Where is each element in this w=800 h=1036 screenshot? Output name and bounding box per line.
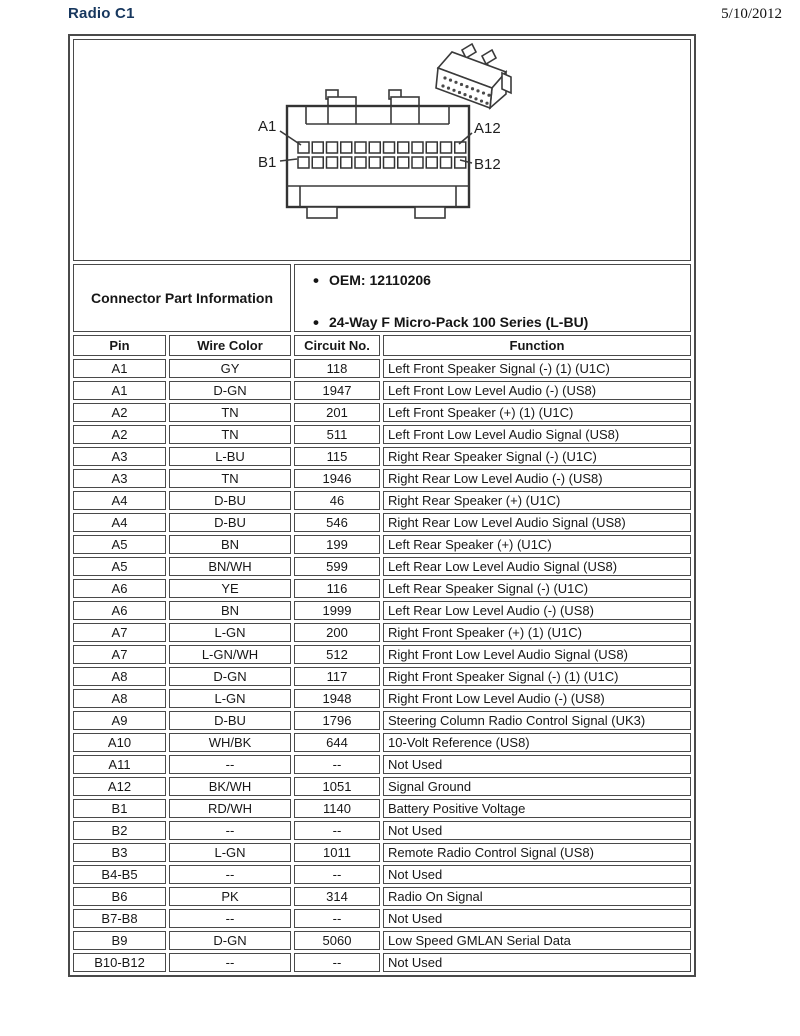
function-cell: Left Front Speaker (+) (1) (U1C) [383, 403, 691, 422]
circuit-no-cell: 511 [294, 425, 380, 444]
table-row [73, 953, 691, 972]
circuit-no-cell: 1051 [294, 777, 380, 796]
wire-color-cell: L-GN [169, 843, 291, 862]
function-cell: Right Rear Low Level Audio (-) (US8) [383, 469, 691, 488]
latch-tower-left [328, 97, 356, 106]
pin-cell: A2 [73, 425, 166, 444]
iso-pin-dot [454, 81, 457, 84]
pin-cell: B1 [73, 799, 166, 818]
circuit-no-cell: 201 [294, 403, 380, 422]
pin-cell: A11 [73, 755, 166, 774]
pin-hole [369, 157, 380, 168]
table-row [73, 887, 691, 906]
pin-cell: B10-B12 [73, 953, 166, 972]
function-cell: Not Used [383, 821, 691, 840]
iso-pin-dot [487, 94, 490, 97]
iso-pin-dot [449, 79, 452, 82]
function-cell: Left Rear Low Level Audio (-) (US8) [383, 601, 691, 620]
table-row [73, 755, 691, 774]
pin-cell: A10 [73, 733, 166, 752]
pin-cell: A4 [73, 491, 166, 510]
pin-hole [412, 157, 423, 168]
pin-hole [298, 157, 309, 168]
wire-color-cell: -- [169, 909, 291, 928]
pin-cell: B9 [73, 931, 166, 950]
pin-label-b12: B12 [474, 156, 501, 173]
pin-hole [441, 142, 452, 153]
table-row [73, 359, 691, 378]
iso-pin-dot [485, 102, 488, 105]
iso-pin-dot [463, 93, 466, 96]
pin-hole [455, 157, 466, 168]
document-date: 5/10/2012 [721, 6, 782, 22]
pin-cell: B6 [73, 887, 166, 906]
pin-hole [341, 157, 352, 168]
pin-hole [327, 142, 338, 153]
wire-color-cell: D-BU [169, 711, 291, 730]
circuit-no-cell: -- [294, 821, 380, 840]
table-row [73, 689, 691, 708]
iso-pin-dot [471, 87, 474, 90]
table-row [73, 491, 691, 510]
table-row [73, 513, 691, 532]
table-row [73, 601, 691, 620]
latch-tower-right [391, 97, 419, 106]
oem-number: • OEM: 12110206 [311, 272, 688, 288]
iso-pin-dot [465, 85, 468, 88]
function-cell: Right Rear Speaker Signal (-) (U1C) [383, 447, 691, 466]
circuit-no-cell: 599 [294, 557, 380, 576]
table-row [73, 843, 691, 862]
function-cell: Not Used [383, 755, 691, 774]
table-row [73, 469, 691, 488]
wire-color-cell: BN/WH [169, 557, 291, 576]
pin-hole [398, 157, 409, 168]
iso-pin-dot [469, 95, 472, 98]
pin-hole [412, 142, 423, 153]
iso-pin-dot [443, 76, 446, 79]
circuit-no-cell: 5060 [294, 931, 380, 950]
circuit-no-cell: 1947 [294, 381, 380, 400]
circuit-no-cell: 116 [294, 579, 380, 598]
circuit-no-cell: -- [294, 953, 380, 972]
table-row [73, 821, 691, 840]
circuit-no-cell: 118 [294, 359, 380, 378]
iso-pin-dot [480, 99, 483, 102]
wire-color-cell: L-GN [169, 689, 291, 708]
wire-color-cell: BK/WH [169, 777, 291, 796]
table-row [73, 535, 691, 554]
circuit-no-cell: 1999 [294, 601, 380, 620]
connector-iso-view [436, 44, 511, 108]
wire-color-cell: L-GN/WH [169, 645, 291, 664]
wire-color-cell: -- [169, 865, 291, 884]
pin-cell: A6 [73, 579, 166, 598]
pin-cell: A9 [73, 711, 166, 730]
circuit-no-cell: -- [294, 755, 380, 774]
connector-foot-left [307, 207, 337, 218]
pin-cell: A3 [73, 469, 166, 488]
table-row [73, 645, 691, 664]
wire-color-cell: YE [169, 579, 291, 598]
wire-color-cell: -- [169, 953, 291, 972]
column-header-function: Function [383, 335, 691, 356]
pin-cell: A7 [73, 645, 166, 664]
pin-cell: A7 [73, 623, 166, 642]
pin-hole [441, 157, 452, 168]
connector-front-view [258, 90, 501, 218]
wire-color-cell: D-GN [169, 667, 291, 686]
pin-hole [312, 142, 323, 153]
table-row [73, 579, 691, 598]
part-info-row [73, 264, 691, 332]
circuit-no-cell: 546 [294, 513, 380, 532]
table-row [73, 557, 691, 576]
pin-hole [384, 142, 395, 153]
pin-label-a12: A12 [474, 120, 501, 137]
function-cell: Left Rear Low Level Audio Signal (US8) [383, 557, 691, 576]
wire-color-cell: BN [169, 601, 291, 620]
pin-hole [426, 157, 437, 168]
circuit-no-cell: 46 [294, 491, 380, 510]
pin-hole [341, 142, 352, 153]
iso-pin-dot [460, 83, 463, 86]
pin-hole [327, 157, 338, 168]
circuit-no-cell: 199 [294, 535, 380, 554]
wire-color-cell: GY [169, 359, 291, 378]
wire-color-cell: BN [169, 535, 291, 554]
column-header-pin: Pin [73, 335, 166, 356]
function-cell: Right Front Low Level Audio Signal (US8) [383, 645, 691, 664]
wire-color-cell: L-BU [169, 447, 291, 466]
pin-hole [355, 157, 366, 168]
table-row [73, 623, 691, 642]
pin-cell: A1 [73, 359, 166, 378]
table-row [73, 447, 691, 466]
pin-cell: A1 [73, 381, 166, 400]
pin-cell: A8 [73, 689, 166, 708]
table-row [73, 909, 691, 928]
table-row [73, 865, 691, 884]
wire-color-cell: -- [169, 755, 291, 774]
pin-cell: A12 [73, 777, 166, 796]
function-cell: Battery Positive Voltage [383, 799, 691, 818]
part-info-details [294, 264, 691, 332]
function-cell: Right Rear Low Level Audio Signal (US8) [383, 513, 691, 532]
table-row [73, 381, 691, 400]
wire-color-cell: D-GN [169, 931, 291, 950]
function-cell: Left Front Speaker Signal (-) (1) (U1C) [383, 359, 691, 378]
wire-color-cell: RD/WH [169, 799, 291, 818]
iso-pin-dot [474, 97, 477, 100]
pin-label-b1: B1 [258, 154, 277, 171]
connector-foot-right [415, 207, 445, 218]
column-header-circuit-no: Circuit No. [294, 335, 380, 356]
pin-hole [384, 157, 395, 168]
connector-pinout-table [68, 34, 696, 977]
circuit-no-cell: 200 [294, 623, 380, 642]
pin-hole [312, 157, 323, 168]
circuit-no-cell: 117 [294, 667, 380, 686]
circuit-no-cell: 115 [294, 447, 380, 466]
iso-pin-dot [458, 91, 461, 94]
table-row [73, 403, 691, 422]
function-cell: Left Rear Speaker Signal (-) (U1C) [383, 579, 691, 598]
circuit-no-cell: 1796 [294, 711, 380, 730]
function-cell: 10-Volt Reference (US8) [383, 733, 691, 752]
circuit-no-cell: 1011 [294, 843, 380, 862]
wire-color-cell: TN [169, 403, 291, 422]
iso-pin-dot [447, 87, 450, 90]
pin-cell: A6 [73, 601, 166, 620]
circuit-no-cell: -- [294, 865, 380, 884]
table-row [73, 733, 691, 752]
circuit-no-cell: 1140 [294, 799, 380, 818]
wire-color-cell: L-GN [169, 623, 291, 642]
pin-hole [426, 142, 437, 153]
table-row [73, 799, 691, 818]
function-cell: Remote Radio Control Signal (US8) [383, 843, 691, 862]
table-row [73, 711, 691, 730]
pin-cell: A8 [73, 667, 166, 686]
pin-hole [398, 142, 409, 153]
function-cell: Right Front Speaker (+) (1) (U1C) [383, 623, 691, 642]
pin-hole [355, 142, 366, 153]
function-cell: Right Front Speaker Signal (-) (1) (U1C) [383, 667, 691, 686]
iso-pin-dot [441, 84, 444, 87]
pin-cell: A2 [73, 403, 166, 422]
function-cell: Not Used [383, 909, 691, 928]
circuit-no-cell: 1946 [294, 469, 380, 488]
table-header-row [73, 335, 691, 356]
function-cell: Left Rear Speaker (+) (U1C) [383, 535, 691, 554]
table-row [73, 777, 691, 796]
iso-pin-dot [476, 89, 479, 92]
wire-color-cell: WH/BK [169, 733, 291, 752]
function-cell: Right Rear Speaker (+) (U1C) [383, 491, 691, 510]
circuit-no-cell: -- [294, 909, 380, 928]
table-row [73, 425, 691, 444]
diagram-row [73, 39, 691, 261]
pin-cell: B2 [73, 821, 166, 840]
function-cell: Not Used [383, 865, 691, 884]
wire-color-cell: D-BU [169, 491, 291, 510]
circuit-no-cell: 644 [294, 733, 380, 752]
function-cell: Not Used [383, 953, 691, 972]
document-header [68, 5, 782, 29]
pin-label-a1: A1 [258, 118, 277, 135]
column-header-wire-color: Wire Color [169, 335, 291, 356]
wire-color-cell: TN [169, 425, 291, 444]
function-cell: Left Front Low Level Audio (-) (US8) [383, 381, 691, 400]
wire-color-cell: TN [169, 469, 291, 488]
circuit-no-cell: 314 [294, 887, 380, 906]
circuit-no-cell: 512 [294, 645, 380, 664]
function-cell: Radio On Signal [383, 887, 691, 906]
table-row [73, 667, 691, 686]
wire-color-cell: PK [169, 887, 291, 906]
function-cell: Right Front Low Level Audio (-) (US8) [383, 689, 691, 708]
pin-table-body [73, 359, 691, 972]
pin-cell: A3 [73, 447, 166, 466]
pin-cell: B7-B8 [73, 909, 166, 928]
pin-cell: A4 [73, 513, 166, 532]
function-cell: Low Speed GMLAN Serial Data [383, 931, 691, 950]
wire-color-cell: D-GN [169, 381, 291, 400]
part-info-label: Connector Part Information [73, 264, 291, 332]
pin-cell: B4-B5 [73, 865, 166, 884]
wire-color-cell: D-BU [169, 513, 291, 532]
connector-diagram-cell [73, 39, 691, 261]
page-title: Radio C1 [68, 5, 135, 22]
pin-cell: B3 [73, 843, 166, 862]
iso-pin-dot [452, 89, 455, 92]
function-cell: Steering Column Radio Control Signal (UK3) [383, 711, 691, 730]
pin-cell: A5 [73, 557, 166, 576]
table-row [73, 931, 691, 950]
wire-color-cell: -- [169, 821, 291, 840]
pin-cell: A5 [73, 535, 166, 554]
connector-series: • 24-Way F Micro-Pack 100 Series (L-BU) [311, 314, 688, 330]
part-info-bullet-list [297, 272, 688, 330]
connector-diagram [74, 40, 691, 260]
circuit-no-cell: 1948 [294, 689, 380, 708]
function-cell: Left Front Low Level Audio Signal (US8) [383, 425, 691, 444]
iso-pin-dot [482, 91, 485, 94]
pin-hole [369, 142, 380, 153]
function-cell: Signal Ground [383, 777, 691, 796]
